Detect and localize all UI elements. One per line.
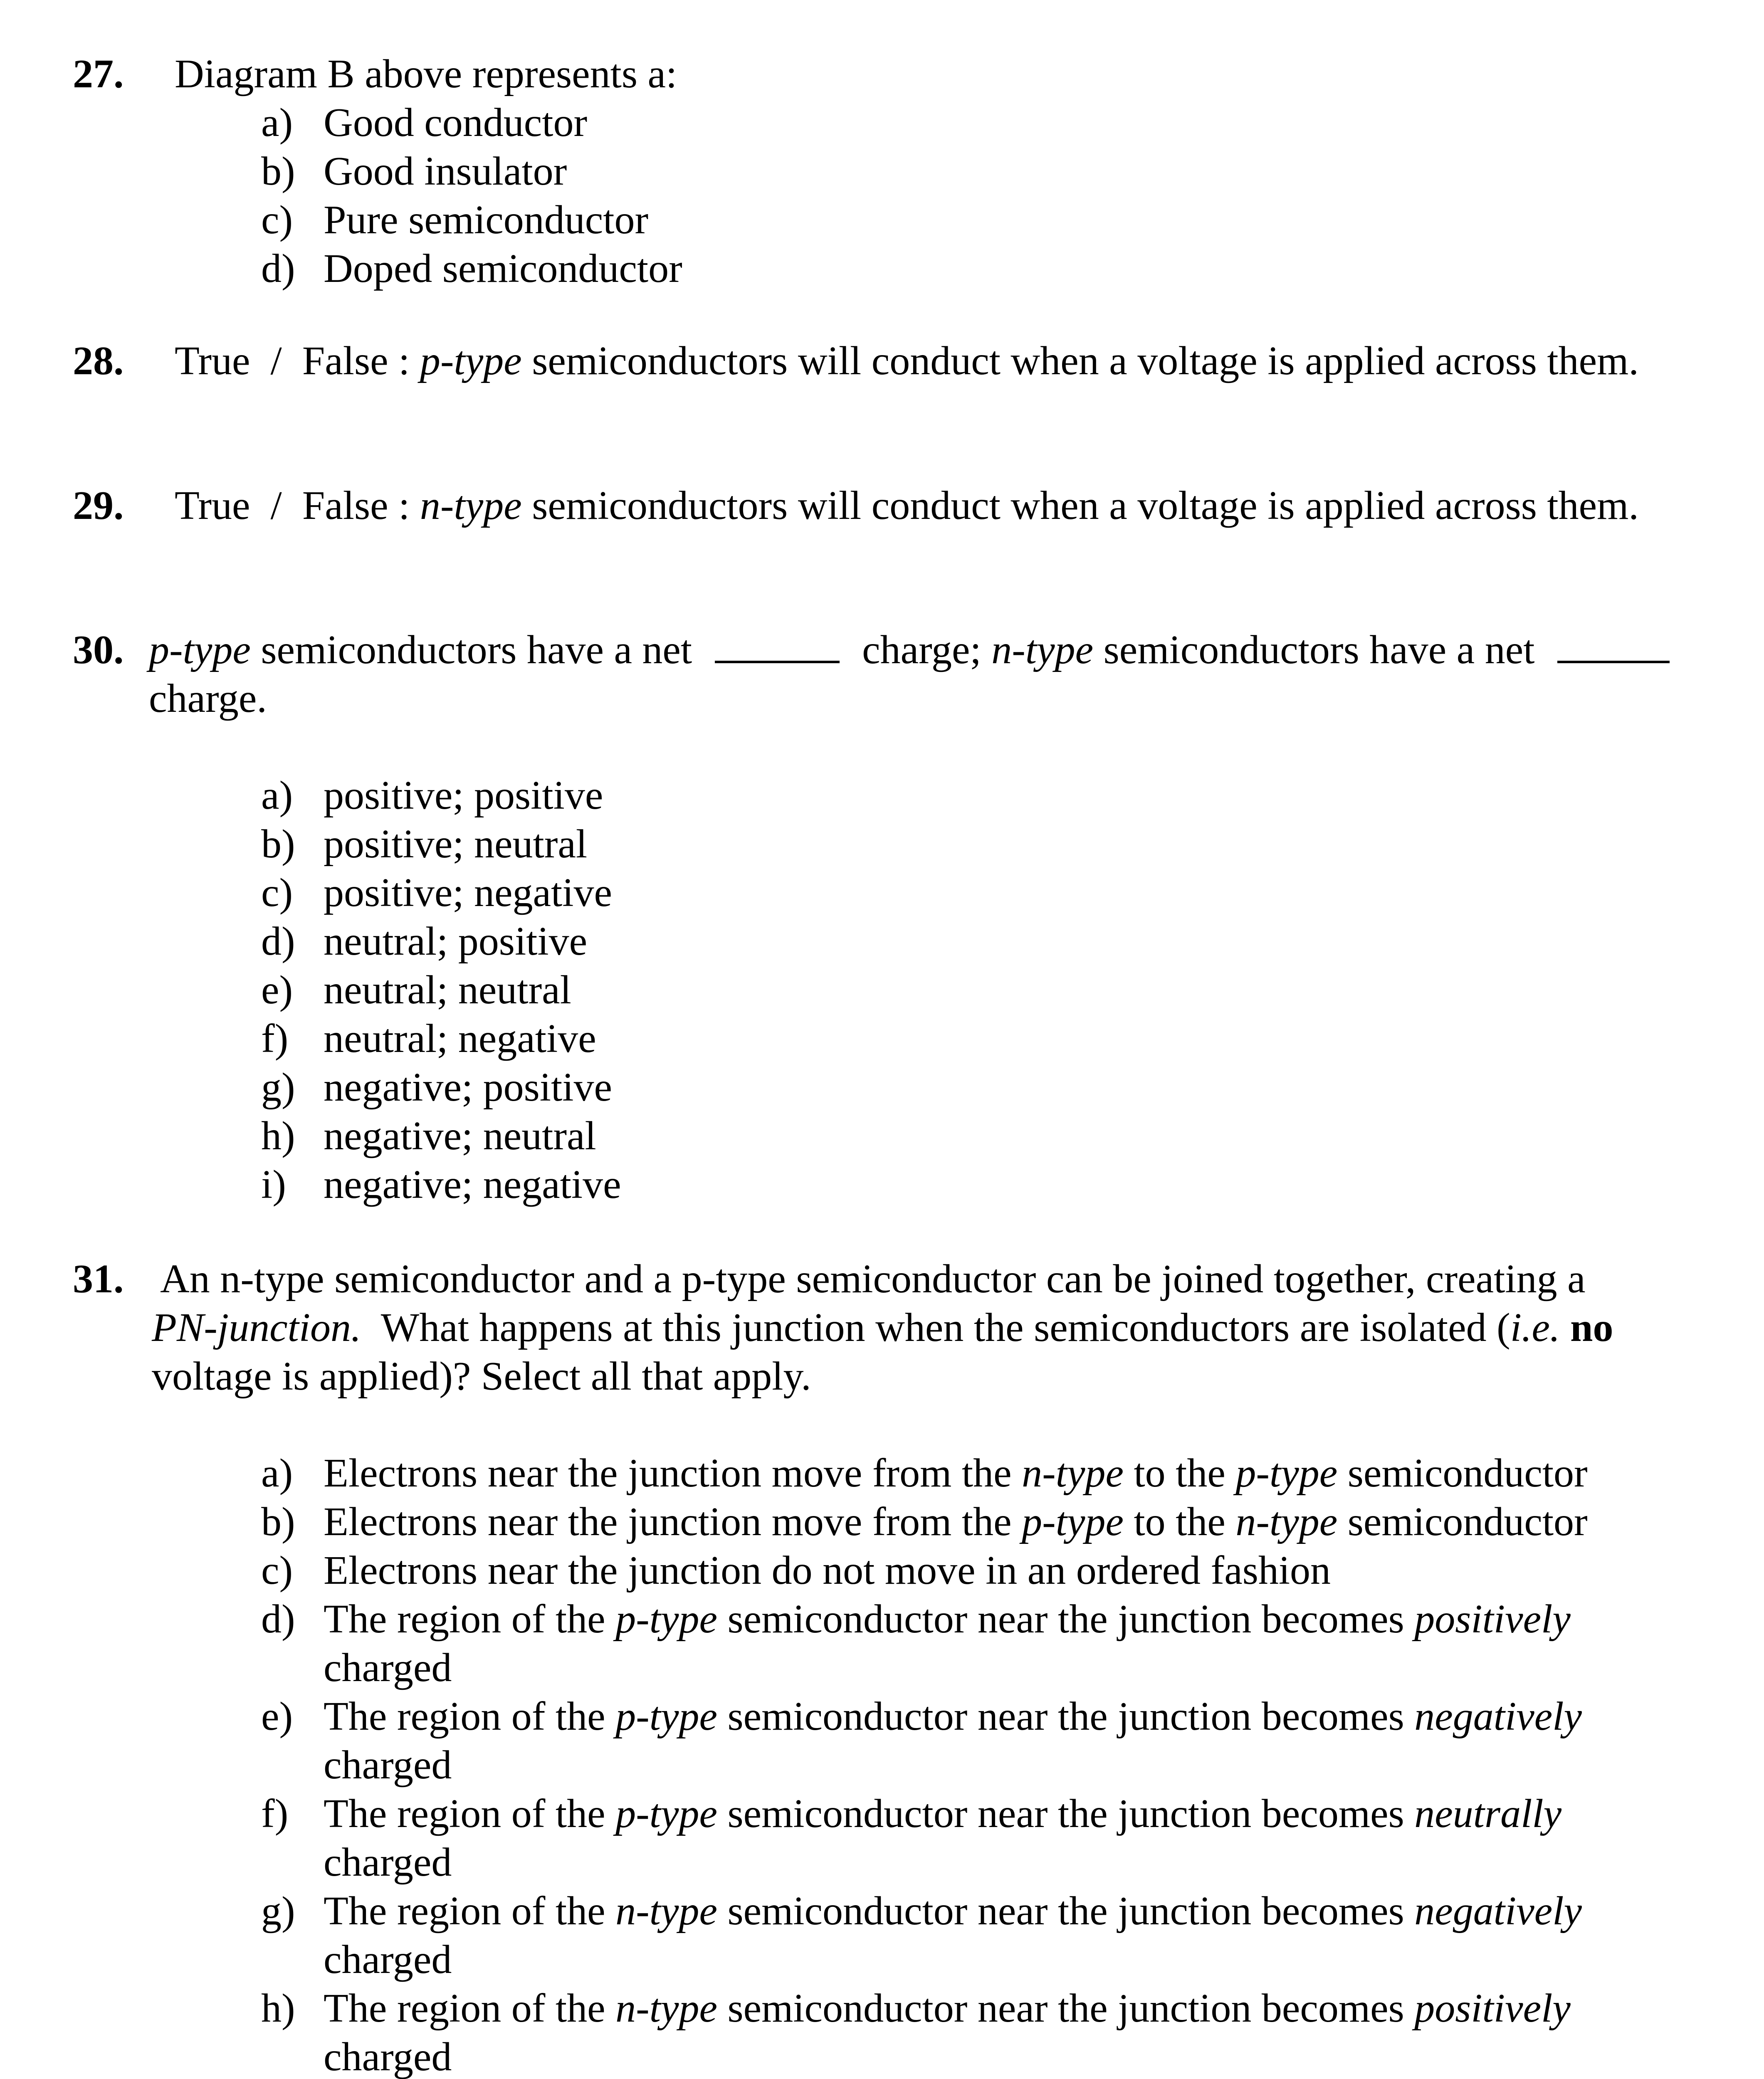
option-g[interactable]: g) The region of the n-type semiconductor near the junction becomes negatively charged [261, 1889, 1582, 1982]
option-d[interactable]: d) Doped semiconductor [261, 246, 682, 291]
question-line-1: 30. p-type semiconductors have a net charge; n-type semiconductors have a net [73, 626, 1682, 674]
term: n-type [420, 483, 522, 528]
answer-blank-1[interactable] [715, 626, 840, 663]
term: p-type [420, 338, 522, 383]
option-c[interactable]: c) Pure semiconductor [261, 198, 649, 242]
answer-blank-2[interactable] [1557, 626, 1670, 663]
question-text: semiconductors will conduct when a voltage is applied across them. [532, 483, 1639, 528]
option-f[interactable]: f) neutral; negative [261, 1016, 596, 1061]
question-number: 30. [73, 627, 124, 672]
option-g[interactable]: g) negative; positive [261, 1065, 612, 1110]
option-c[interactable]: c) Electrons near the junction do not move in an ordered fashion [261, 1548, 1331, 1593]
option-b[interactable]: b) Electrons near the junction move from the p-type to the n-type semiconductor [261, 1499, 1588, 1544]
question-31 [73, 1255, 1682, 1401]
question-number: 28. [73, 338, 124, 383]
question-28 [73, 337, 1639, 385]
option-i[interactable]: i) negative; negative [261, 1162, 621, 1207]
question-line-2: PN-junction. What happens at this junction when the semiconductors are isolated (i.e. no [152, 1305, 1613, 1350]
question-29 [73, 481, 1639, 530]
question-27 [73, 50, 677, 99]
question-number: 27. [73, 52, 124, 96]
true-false-choice[interactable]: True / False : [175, 483, 410, 528]
option-b[interactable]: b) positive; neutral [261, 822, 588, 867]
q27-options [261, 99, 682, 293]
option-a[interactable]: a) Good conductor [261, 100, 588, 145]
question-30 [73, 626, 1682, 723]
question-number: 29. [73, 483, 124, 528]
option-h[interactable]: h) negative; neutral [261, 1114, 596, 1158]
true-false-choice[interactable]: True / False : [175, 338, 410, 383]
question-line-3: voltage is applied)? Select all that apply. [152, 1354, 811, 1399]
option-e[interactable]: e) The region of the p-type semiconductor near the junction becomes negatively charged [261, 1694, 1582, 1788]
option-h[interactable]: h) The region of the n-type semiconductor near the junction becomes positively charged [261, 1986, 1571, 2079]
option-d[interactable]: d) The region of the p-type semiconductor near the junction becomes positively charged [261, 1597, 1571, 1690]
q31-options [261, 1449, 1650, 2079]
option-a[interactable]: a) Electrons near the junction move from the n-type to the p-type semiconductor [261, 1451, 1588, 1496]
option-e[interactable]: e) neutral; neutral [261, 968, 571, 1012]
question-number: 31. [73, 1257, 124, 1301]
question-text: Diagram B above represents a: [175, 52, 677, 96]
option-b[interactable]: b) Good insulator [261, 149, 567, 194]
option-f[interactable]: f) The region of the p-type semiconductor near the junction becomes neutrally charged [261, 1791, 1562, 1885]
option-a[interactable]: a) positive; positive [261, 773, 603, 818]
question-line-2: charge. [149, 676, 267, 721]
q30-options [261, 771, 621, 1209]
question-text: semiconductors will conduct when a voltage is applied across them. [532, 338, 1639, 383]
option-d[interactable]: d) neutral; positive [261, 919, 588, 964]
option-c[interactable]: c) positive; negative [261, 870, 612, 915]
question-line-1: 31. An n-type semiconductor and a p-type semiconductor can be joined together, creating a [73, 1255, 1682, 1304]
